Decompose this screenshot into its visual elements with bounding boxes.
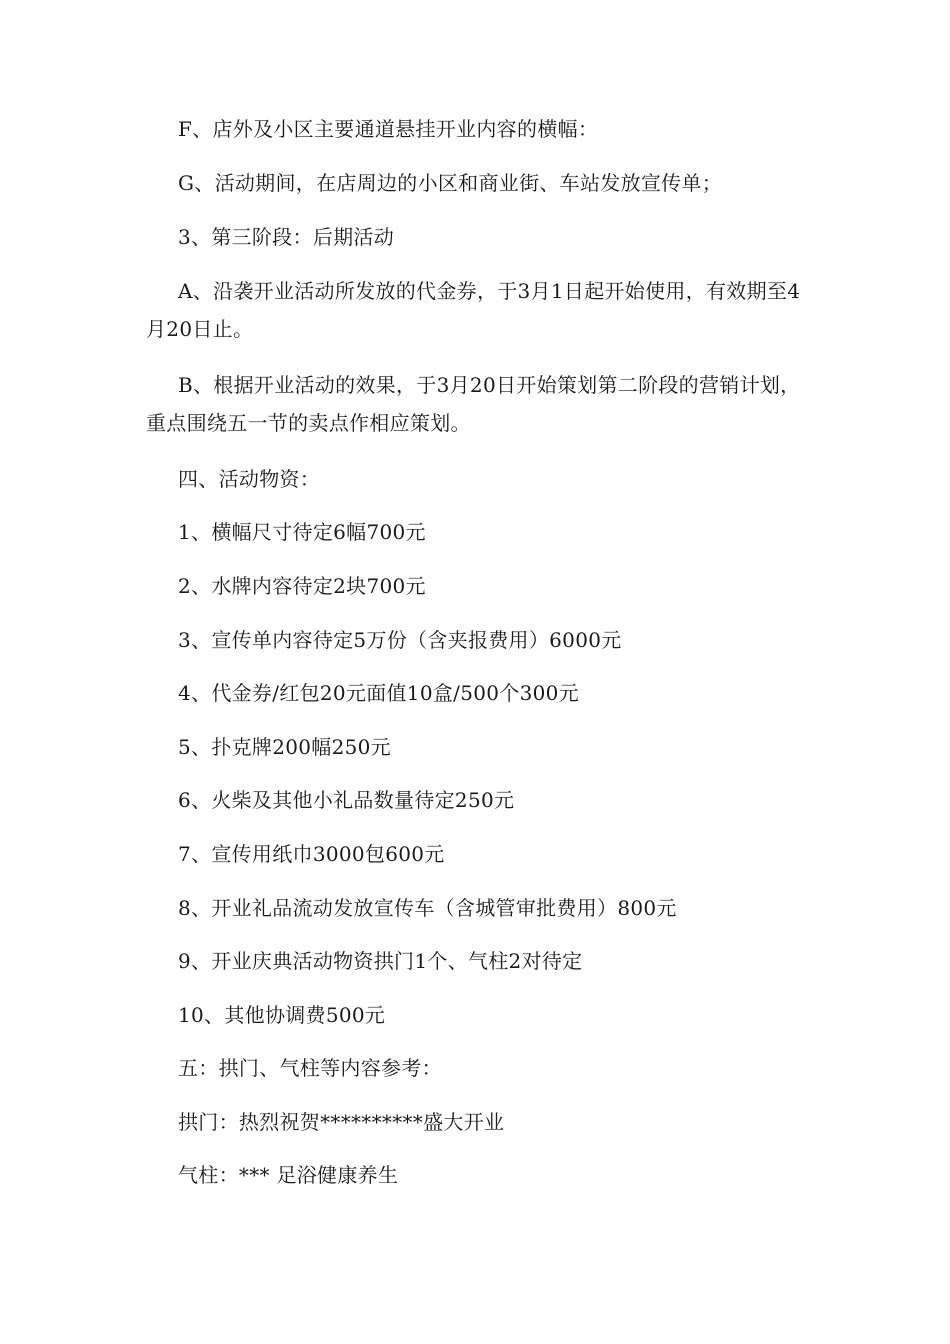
list-item-10: 10、其他协调费500元 xyxy=(178,1003,386,1027)
list-item-4: 4、代金券/红包20元面值10盒/500个300元 xyxy=(178,681,579,705)
reference-column: 气柱：*** 足浴健康养生 xyxy=(178,1163,399,1187)
paragraph-a-voucher: A、沿袭开业活动所发放的代金券，于3月1日起开始使用，有效期至4月20日止。 xyxy=(146,279,801,341)
paragraph-g-flyers: G、活动期间，在店周边的小区和商业街、车站发放宣传单； xyxy=(178,171,723,195)
list-item-2: 2、水牌内容待定2块700元 xyxy=(178,574,426,598)
section-heading-materials: 四、活动物资： xyxy=(178,467,321,491)
list-item-9: 9、开业庆典活动物资拱门1个、气柱2对待定 xyxy=(178,949,583,973)
list-item-3: 3、宣传单内容待定5万份（含夹报费用）6000元 xyxy=(178,628,622,652)
paragraph-stage-three: 3、第三阶段：后期活动 xyxy=(178,225,395,249)
paragraph-b-planning: B、根据开业活动的效果，于3月20日开始策划第二阶段的营销计划，重点围绕五一节的卖点作相应策划。 xyxy=(146,373,801,435)
list-item-6: 6、火柴及其他小礼品数量待定250元 xyxy=(178,788,515,812)
list-item-7: 7、宣传用纸巾3000包600元 xyxy=(178,842,445,866)
list-item-5: 5、扑克牌200幅250元 xyxy=(178,735,391,759)
paragraph-f-banner: F、店外及小区主要通道悬挂开业内容的横幅： xyxy=(178,117,599,141)
list-item-8: 8、开业礼品流动发放宣传车（含城管审批费用）800元 xyxy=(178,896,677,920)
reference-arch: 拱门：热烈祝贺**********盛大开业 xyxy=(178,1110,505,1134)
section-heading-reference: 五：拱门、气柱等内容参考： xyxy=(178,1056,442,1080)
list-item-1: 1、横幅尺寸待定6幅700元 xyxy=(178,520,426,544)
